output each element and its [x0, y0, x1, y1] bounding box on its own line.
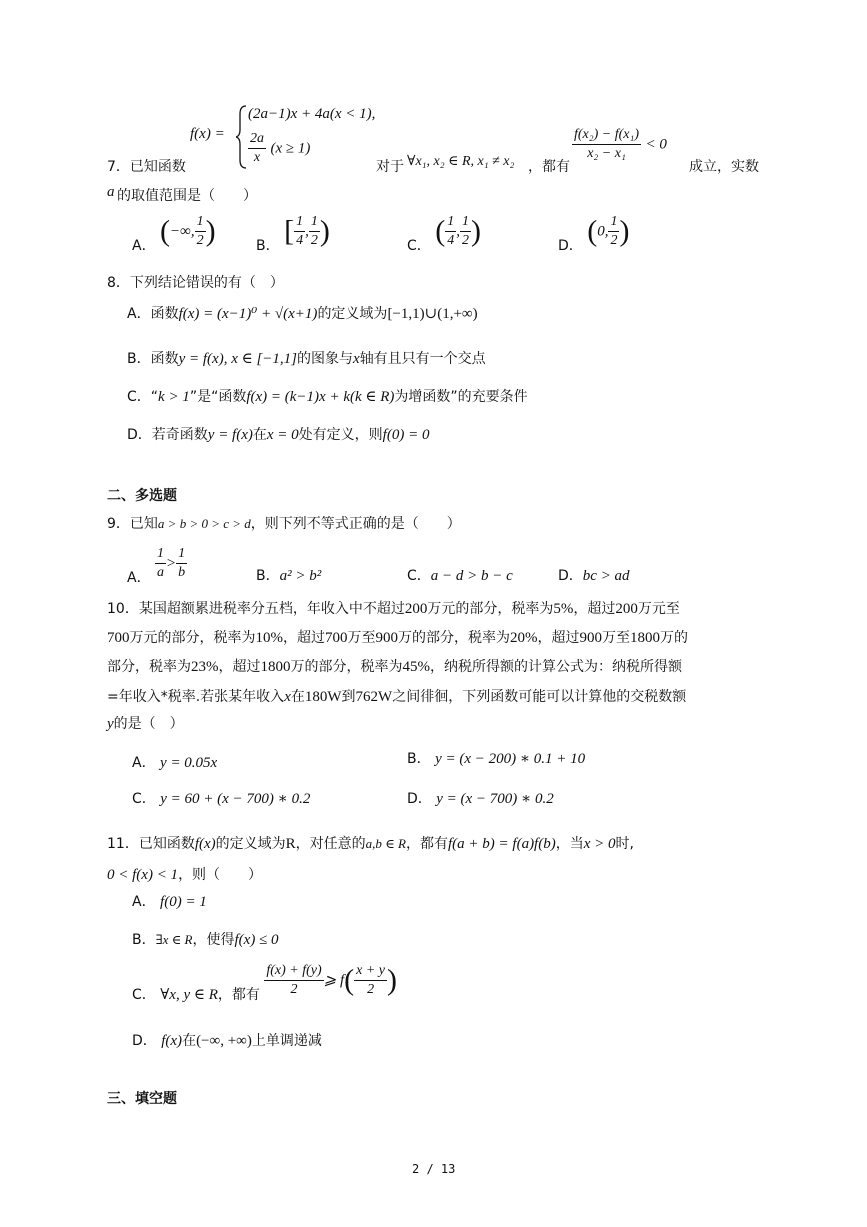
q10-line2: 700万元的部分，税率为10%，超过700万至900万的部分，税率为20%，超过900万至1800万的 [107, 630, 688, 646]
q11-line2: 0 < f(x) < 1，则（ ） [107, 867, 263, 883]
q10-option-d[interactable]: D． y = (x − 700) ∗ 0.2 [407, 791, 554, 807]
q7-option-d[interactable]: D． (0, $\frac{1}{2}$ ) [558, 214, 630, 254]
q7-fx: f(x) = [190, 126, 225, 142]
q7-option-a[interactable]: A． (−∞, $\frac{1}{2}$ ) [132, 214, 216, 254]
q7-cond-math: ∀x₁, x₂ ∈ R, x₁ ≠ x₂ [407, 154, 515, 169]
q7-brace-icon [236, 104, 248, 170]
section-multi-choice-heading: 二、多选题 [107, 488, 177, 504]
q7-var-a: a [107, 184, 115, 200]
q7-option-c[interactable]: C． ( $\frac{1}{4}$ , $\frac{1}{2}$ ) [407, 214, 481, 254]
q10-option-b[interactable]: B． y = (x − 200) ∗ 0.1 + 10 [407, 751, 586, 767]
q11-option-c[interactable]: C． ∀x, y ∈ R，都有 $\frac{f(x) + f(y)}{2}$ ⩾ f( $\frac{x + y}{2}$ ) [132, 963, 398, 1003]
q7-piecewise [190, 104, 390, 170]
q10-line5: y的是（ ） [107, 716, 184, 732]
q7-ineq: $\frac{\text{f(x₂) − f(x₁)}}{\text{x₂ − x₁}}$ < 0 [574, 127, 667, 161]
section-fill-blank-heading: 三、填空题 [107, 1091, 177, 1107]
q11-option-d[interactable]: D． f(x)在(−∞, +∞)上单调递减 [132, 1033, 322, 1049]
q7-cond-mid: ，都有 [528, 159, 570, 175]
q8-option-d[interactable]: D．若奇函数y = f(x)在x = 0处有定义，则f(0) = 0 [127, 427, 430, 443]
q8-option-a[interactable]: A．函数f(x) = (x−1)⁰ + √(x+1)的定义域为[−1,1)∪(1,+∞) [127, 306, 478, 322]
q7-line2: 的取值范围是（ ） [117, 188, 257, 204]
q10-line3: 部分，税率为23%，超过1800万的部分，税率为45%，纳税所得额的计算公式为：纳税所得额 [107, 659, 682, 675]
q8-option-b[interactable]: B．函数y = f(x), x ∈ [−1,1]的图象与x轴有且只有一个交点 [127, 351, 486, 367]
q11-line1: 11．已知函数f(x)的定义域为R，对任意的a,b ∈ R，都有f(a + b) = f(a)f(b)，当x > 0时, [107, 836, 634, 852]
q9-option-b[interactable]: B．a² > b² [256, 568, 322, 584]
q9-option-d[interactable]: D．bc > ad [558, 568, 630, 584]
q10-line1: 10．某国超额累进税率分五档，年收入中不超过200万元的部分，税率为5%，超过200万元至 [107, 601, 680, 617]
q9-option-a[interactable]: A． $\frac{1}{a}$ > $\frac{1}{b}$ [127, 546, 186, 586]
q10-option-a[interactable]: A． y = 0.05x [132, 755, 218, 771]
q7-piece1: (2a−1)x + 4a(x < 1), [248, 106, 376, 122]
q10-line4: =年收入*税率.若张某年收入x在180W到762W之间徘徊，下列函数可能可以计算他的交税数额 [107, 689, 687, 705]
q7-stem-prefix: 7．已知函数 [107, 159, 186, 175]
q7-stem-suffix: 成立，实数 [689, 159, 759, 175]
q10-option-c[interactable]: C． y = 60 + (x − 700) ∗ 0.2 [132, 791, 311, 807]
q8-option-c[interactable]: C．“k > 1”是“函数f(x) = (k−1)x + k(k ∈ R)为增函数”的充要条件 [127, 389, 528, 405]
q11-option-a[interactable]: A． f(0) = 1 [132, 894, 207, 910]
q7-option-b[interactable]: B． [ $\frac{1}{4}$ , $\frac{1}{2}$ ) [256, 214, 330, 254]
q8-stem: 8．下列结论错误的有（ ） [107, 275, 284, 291]
q7-piece2: $\frac{2a}{x}$ (x ≥ 1) [250, 131, 311, 165]
q7-cond-prefix: 对于 [376, 159, 404, 175]
q11-option-b[interactable]: B．∃x ∈ R，使得f(x) ≤ 0 [132, 932, 279, 948]
page-number: 2 / 13 [412, 1162, 456, 1176]
q9-stem: 9．已知a > b > 0 > c > d，则下列不等式正确的是（ ） [107, 516, 461, 532]
q9-option-c[interactable]: C．a − d > b − c [407, 568, 513, 584]
